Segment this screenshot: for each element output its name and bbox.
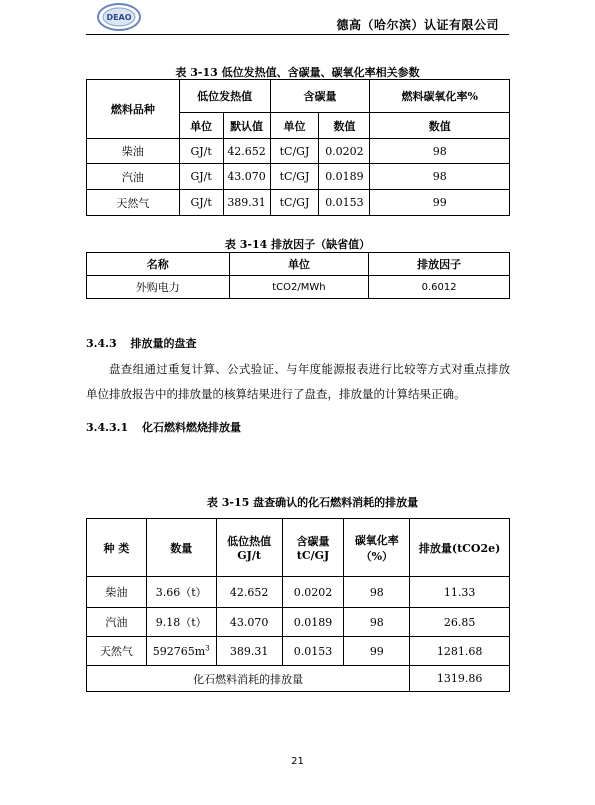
cell-fuel: 汽油 (87, 164, 180, 190)
header-divider (86, 34, 509, 35)
header-carbon-unit: tC/GJ (296, 549, 330, 562)
header-ncv (216, 519, 282, 577)
section-heading (86, 335, 196, 351)
cell-quantity: 9.18（t） (146, 608, 216, 637)
table-13 (86, 79, 510, 216)
cell-ncv: 42.652 (216, 577, 282, 608)
cell-type: 汽油 (87, 608, 147, 637)
section-number: 3.4.3 (86, 337, 117, 350)
body-paragraph: 盘查组通过重复计算、公式验证、与年度能源报表进行比较等方式对重点排放单位排放报告中的排放量的核算结果进行了盘查，排放量的计算结果正确。 (86, 362, 510, 401)
header-carbon (282, 519, 344, 577)
header-oxidation-label: 碳氧化率 (354, 533, 399, 547)
header-oxidation (344, 519, 410, 577)
header-quantity: 数量 (146, 519, 216, 577)
table-row (87, 577, 510, 608)
cell-emission: 1281.68 (410, 637, 510, 666)
header-factor: 排放因子 (369, 253, 510, 276)
quantity-superscript: 3 (205, 643, 210, 652)
header-carbon: 含碳量 (270, 80, 370, 113)
table-row (87, 190, 510, 216)
cell-quantity (146, 637, 216, 666)
section-title: 化石燃料燃烧排放量 (141, 421, 241, 434)
table-13-caption: 表 3-13 低位发热值、含碳量、碳氧化率相关参数 (175, 66, 420, 79)
header-type: 种 类 (87, 519, 147, 577)
subsection-heading (86, 419, 241, 435)
cell-emission: 26.85 (410, 608, 510, 637)
header-value: 数值 (370, 113, 510, 139)
header-default: 默认值 (223, 113, 270, 139)
cell-ncv: 389.31 (223, 190, 270, 216)
table-row (87, 276, 510, 299)
company-name: 德高（哈尔滨）认证有限公司 (336, 18, 499, 32)
table-14 (86, 252, 510, 299)
header-fuel: 燃料品种 (87, 80, 180, 139)
header-name: 名称 (87, 253, 230, 276)
header-unit: 单位 (270, 113, 319, 139)
header-unit: 单位 (229, 253, 369, 276)
cell-oxidation: 98 (370, 139, 510, 164)
cell-carbon: 0.0189 (319, 164, 370, 190)
cell-unit: GJ/t (179, 139, 223, 164)
cell-oxidation: 98 (344, 608, 410, 637)
total-label: 化石燃料消耗的排放量 (87, 666, 410, 692)
cell-ncv: 43.070 (223, 164, 270, 190)
header-ncv: 低位发热值 (179, 80, 270, 113)
cell-unit: tCO2/MWh (229, 276, 369, 299)
cell-carbon-unit: tC/GJ (270, 190, 319, 216)
cell-fuel: 天然气 (87, 190, 180, 216)
cell-carbon: 0.0202 (282, 577, 344, 608)
cell-ncv: 42.652 (223, 139, 270, 164)
table-row (87, 164, 510, 190)
cell-carbon: 0.0189 (282, 608, 344, 637)
cell-carbon-unit: tC/GJ (270, 164, 319, 190)
table-row (87, 637, 510, 666)
table-15 (86, 518, 510, 692)
cell-emission: 11.33 (410, 577, 510, 608)
header-emission: 排放量(tCO2e) (410, 519, 510, 577)
cell-name: 外购电力 (87, 276, 230, 299)
cell-carbon-unit: tC/GJ (270, 139, 319, 164)
header-ncv-unit: GJ/t (237, 549, 261, 562)
cell-factor: 0.6012 (369, 276, 510, 299)
cell-ncv: 389.31 (216, 637, 282, 666)
quantity-value: 592765m (152, 644, 206, 658)
header-value: 数值 (319, 113, 370, 139)
cell-oxidation: 99 (344, 637, 410, 666)
header-unit: 单位 (179, 113, 223, 139)
logo-text: DEAO (106, 13, 132, 22)
header-oxidation: 燃料碳氧化率% (370, 80, 510, 113)
table-total-row (87, 666, 510, 692)
header-ncv-label: 低位热值 (227, 535, 272, 548)
cell-carbon: 0.0153 (319, 190, 370, 216)
header-carbon-label: 含碳量 (296, 535, 330, 548)
table-14-caption: 表 3-14 排放因子（缺省值） (224, 238, 371, 251)
table-row (87, 608, 510, 637)
cell-type: 柴油 (87, 577, 147, 608)
cell-unit: GJ/t (179, 190, 223, 216)
cell-oxidation: 98 (344, 577, 410, 608)
cell-carbon: 0.0202 (319, 139, 370, 164)
page-number: 21 (291, 756, 304, 767)
cell-carbon: 0.0153 (282, 637, 344, 666)
company-logo (96, 2, 142, 32)
table-15-caption: 表 3-15 盘查确认的化石燃料消耗的排放量 (206, 496, 419, 509)
total-value: 1319.86 (410, 666, 510, 692)
header-oxidation-unit: （%） (360, 549, 394, 563)
cell-fuel: 柴油 (87, 139, 180, 164)
section-title: 排放量的盘查 (130, 337, 197, 350)
table-row (87, 139, 510, 164)
cell-unit: GJ/t (179, 164, 223, 190)
cell-oxidation: 98 (370, 164, 510, 190)
cell-quantity: 3.66（t） (146, 577, 216, 608)
cell-type: 天然气 (87, 637, 147, 666)
cell-ncv: 43.070 (216, 608, 282, 637)
section-number: 3.4.3.1 (86, 421, 129, 434)
cell-oxidation: 99 (370, 190, 510, 216)
